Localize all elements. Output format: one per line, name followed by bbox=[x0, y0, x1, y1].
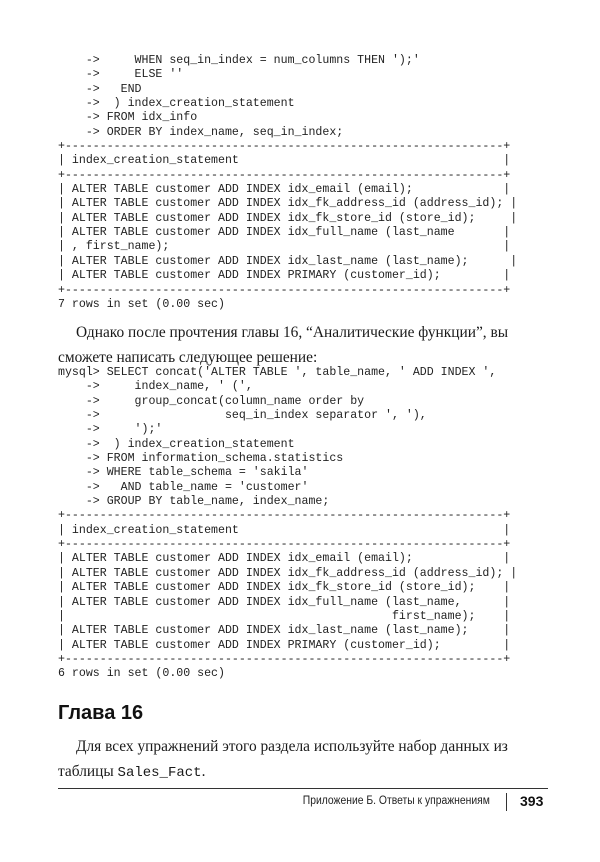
code-line: | index_creation_statement | bbox=[58, 523, 511, 537]
code-line: | ALTER TABLE customer ADD INDEX idx_fk_store_id (store_id); | bbox=[58, 211, 518, 225]
paragraph-text: Для всех упражнений этого раздела используйте набор данных из таблицы bbox=[58, 738, 508, 780]
code-line: +---------------------------------------------------------------+ bbox=[58, 283, 511, 297]
code-line: 6 rows in set (0.00 sec) bbox=[58, 667, 225, 681]
paragraph-intro-solution: Однако после прочтения главы 16, “Аналитические функции”, вы сможете написать следующее решение: bbox=[58, 324, 509, 366]
footer-separator bbox=[506, 793, 507, 811]
code-block-2 bbox=[58, 366, 517, 682]
chapter-heading: Глава 16 bbox=[58, 702, 144, 724]
inline-code-table-name: Sales_Fact bbox=[117, 765, 202, 781]
code-line: -> ) index_creation_statement bbox=[58, 97, 295, 111]
code-line: | ALTER TABLE customer ADD INDEX PRIMARY (customer_id); | bbox=[58, 269, 511, 283]
paragraph-end: . bbox=[201, 763, 206, 780]
code-line: -> ORDER BY index_name, seq_in_index; bbox=[58, 125, 344, 139]
code-line: | first_name); | bbox=[58, 609, 511, 623]
code-line: | ALTER TABLE customer ADD INDEX idx_fk_address_id (address_id); | bbox=[58, 197, 518, 211]
code-line: | ALTER TABLE customer ADD INDEX idx_email (email); | bbox=[58, 183, 511, 197]
paragraph-chapter-16 bbox=[58, 734, 548, 786]
code-line: | ALTER TABLE customer ADD INDEX idx_last_name (last_name); | bbox=[58, 254, 518, 268]
code-line: -> ) index_creation_statement bbox=[58, 437, 295, 451]
page-number: 393 bbox=[520, 793, 544, 809]
code-line: +---------------------------------------------------------------+ bbox=[58, 140, 511, 154]
code-line: -> FROM information_schema.statistics bbox=[58, 452, 344, 466]
code-line: -> ');' bbox=[58, 423, 163, 437]
code-line: +---------------------------------------------------------------+ bbox=[58, 509, 511, 523]
footer-section-title: Приложение Б. Ответы к упражнениям bbox=[302, 795, 490, 807]
code-line: -> END bbox=[58, 82, 142, 96]
code-line: +---------------------------------------------------------------+ bbox=[58, 538, 511, 552]
code-line: | ALTER TABLE customer ADD INDEX idx_fk_address_id (address_id); | bbox=[58, 566, 518, 580]
code-line: -> WHERE table_schema = 'sakila' bbox=[58, 466, 309, 480]
code-line: mysql> SELECT concat('ALTER TABLE ', table_name, ' ADD INDEX ', bbox=[58, 366, 497, 379]
code-line: | ALTER TABLE customer ADD INDEX idx_last_name (last_name); | bbox=[58, 624, 511, 638]
code-line: +---------------------------------------------------------------+ bbox=[58, 168, 511, 182]
code-line: | ALTER TABLE customer ADD INDEX PRIMARY (customer_id); | bbox=[58, 638, 511, 652]
code-line: -> group_concat(column_name order by bbox=[58, 394, 365, 408]
code-line: +---------------------------------------------------------------+ bbox=[58, 652, 511, 666]
code-line: -> GROUP BY table_name, index_name; bbox=[58, 495, 330, 509]
code-line: | ALTER TABLE customer ADD INDEX idx_full_name (last_name | bbox=[58, 226, 511, 240]
code-line: -> index_name, ' (', bbox=[58, 380, 253, 394]
code-line: | ALTER TABLE customer ADD INDEX idx_email (email); | bbox=[58, 552, 511, 566]
code-line: -> FROM idx_info bbox=[58, 111, 198, 125]
code-line: | , first_name); | bbox=[58, 240, 511, 254]
code-line: -> seq_in_index separator ', '), bbox=[58, 409, 427, 423]
code-line: -> ELSE '' bbox=[58, 68, 184, 82]
code-block-1 bbox=[58, 54, 517, 312]
code-line: | ALTER TABLE customer ADD INDEX idx_fk_store_id (store_id); | bbox=[58, 581, 511, 595]
code-line: | index_creation_statement | bbox=[58, 154, 511, 168]
code-line: 7 rows in set (0.00 sec) bbox=[58, 297, 225, 311]
code-line: -> WHEN seq_in_index = num_columns THEN ');' bbox=[58, 54, 420, 67]
code-line: -> AND table_name = 'customer' bbox=[58, 480, 309, 494]
code-line: | ALTER TABLE customer ADD INDEX idx_full_name (last_name, | bbox=[58, 595, 511, 609]
footer-rule bbox=[58, 788, 548, 789]
